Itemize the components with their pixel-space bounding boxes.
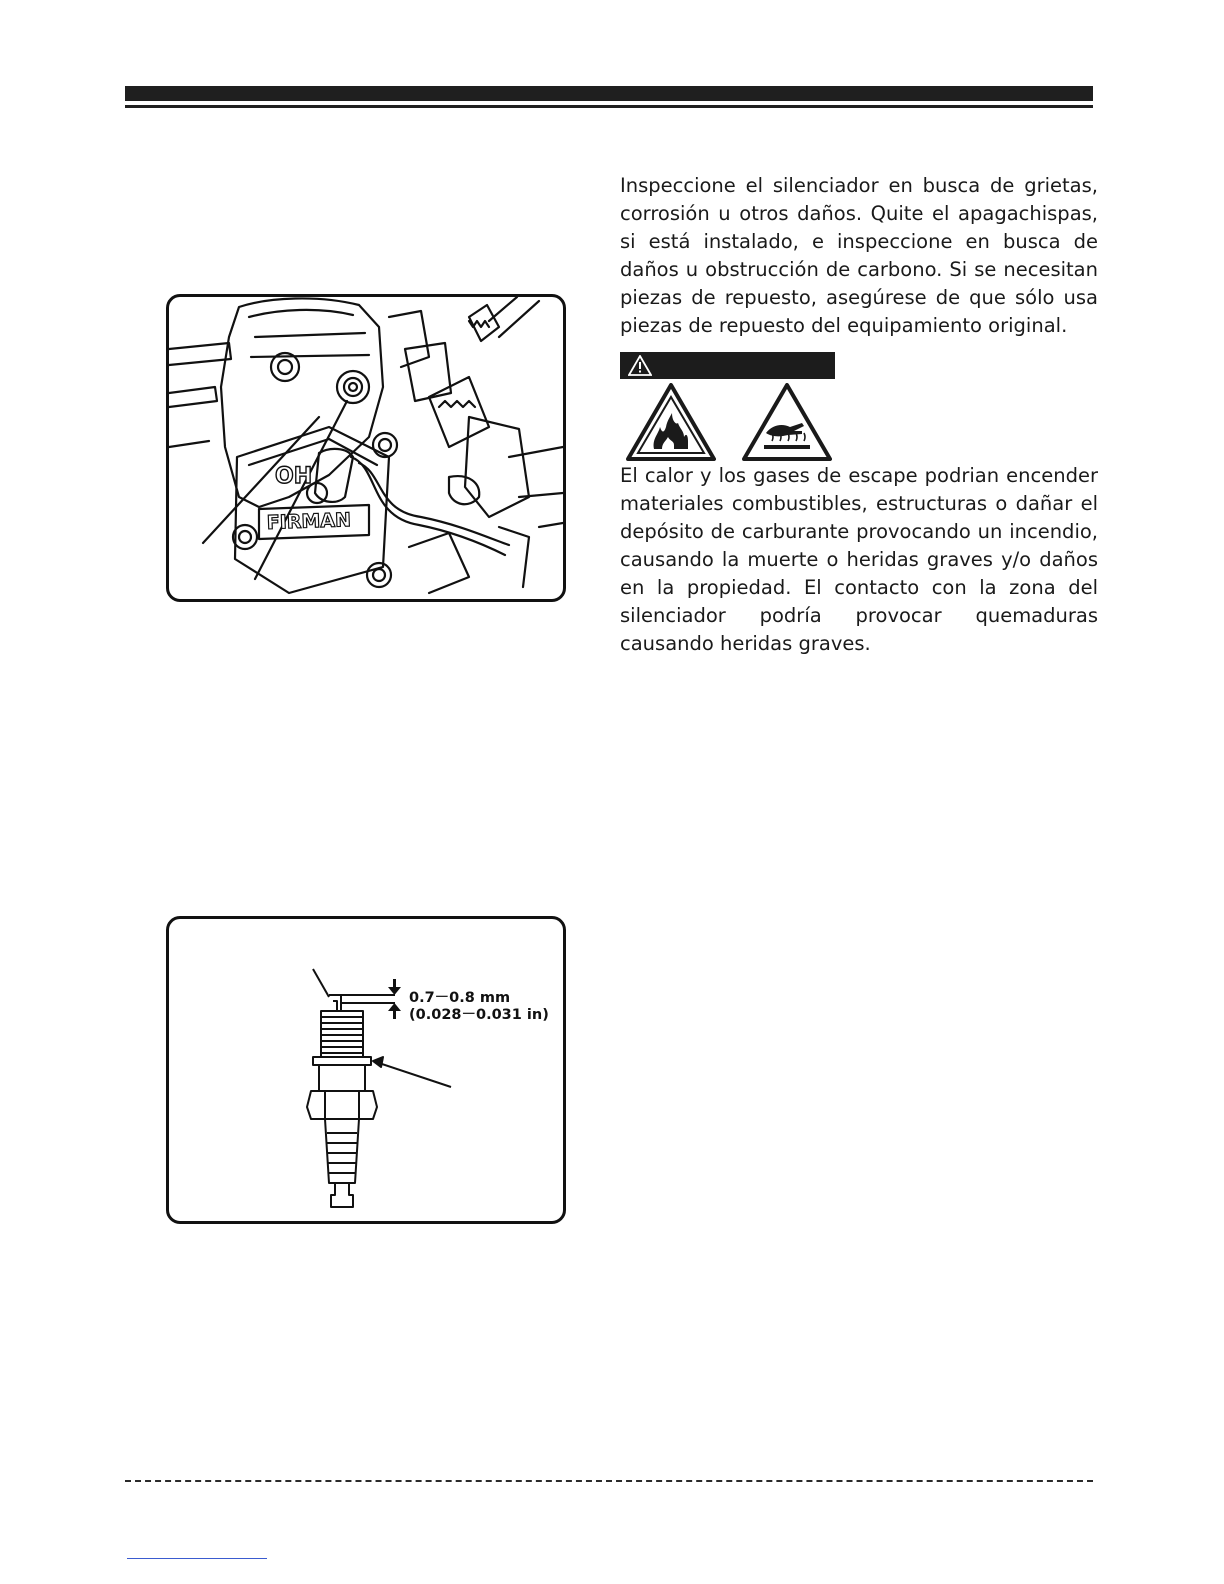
warning-paragraph: El calor y los gases de escape podrian encender materiales combustibles, estructuras o dañar el depósito de carburante provocando un incendio, causando la muerte o heridas graves y/o daños en la propiedad. El contacto con la zona del silenciador podría provocar quemaduras causando heridas graves.: [620, 464, 1098, 655]
muffler-inspection-paragraph: Inspeccione el silenciador en busca de grietas, corrosión u otros daños. Quite el apagachispas, si está instalado, e inspeccione en busca de daños u obstrucción de carbono. Si se necesitan piezas de repuesto, asegúrese de que sólo usa piezas de repuesto del equipamiento original.: [620, 174, 1098, 337]
spark-plug-illustration: [169, 919, 563, 1221]
header-rule-thick: [125, 86, 1093, 101]
fire-hazard-icon: [626, 383, 716, 461]
hot-surface-hazard-icon: [742, 383, 832, 461]
warning-banner: [620, 352, 835, 379]
gap-measure-mm: 0.7－0.8 mm: [409, 990, 511, 1006]
engine-illustration: [169, 297, 563, 599]
engine-brand-label: FIRMAN: [266, 509, 352, 534]
header-rule-thin: [125, 105, 1093, 108]
spark-plug-gap-figure: [166, 916, 566, 1224]
footer-link-underline: [127, 1558, 267, 1559]
footer-dashed-rule: [125, 1480, 1093, 1482]
engine-badge-label: OH: [275, 464, 313, 489]
gap-measure-inches: (0.028－0.031 in): [409, 1007, 549, 1023]
warning-triangle-icon: [628, 355, 652, 376]
engine-muffler-figure: [166, 294, 566, 602]
